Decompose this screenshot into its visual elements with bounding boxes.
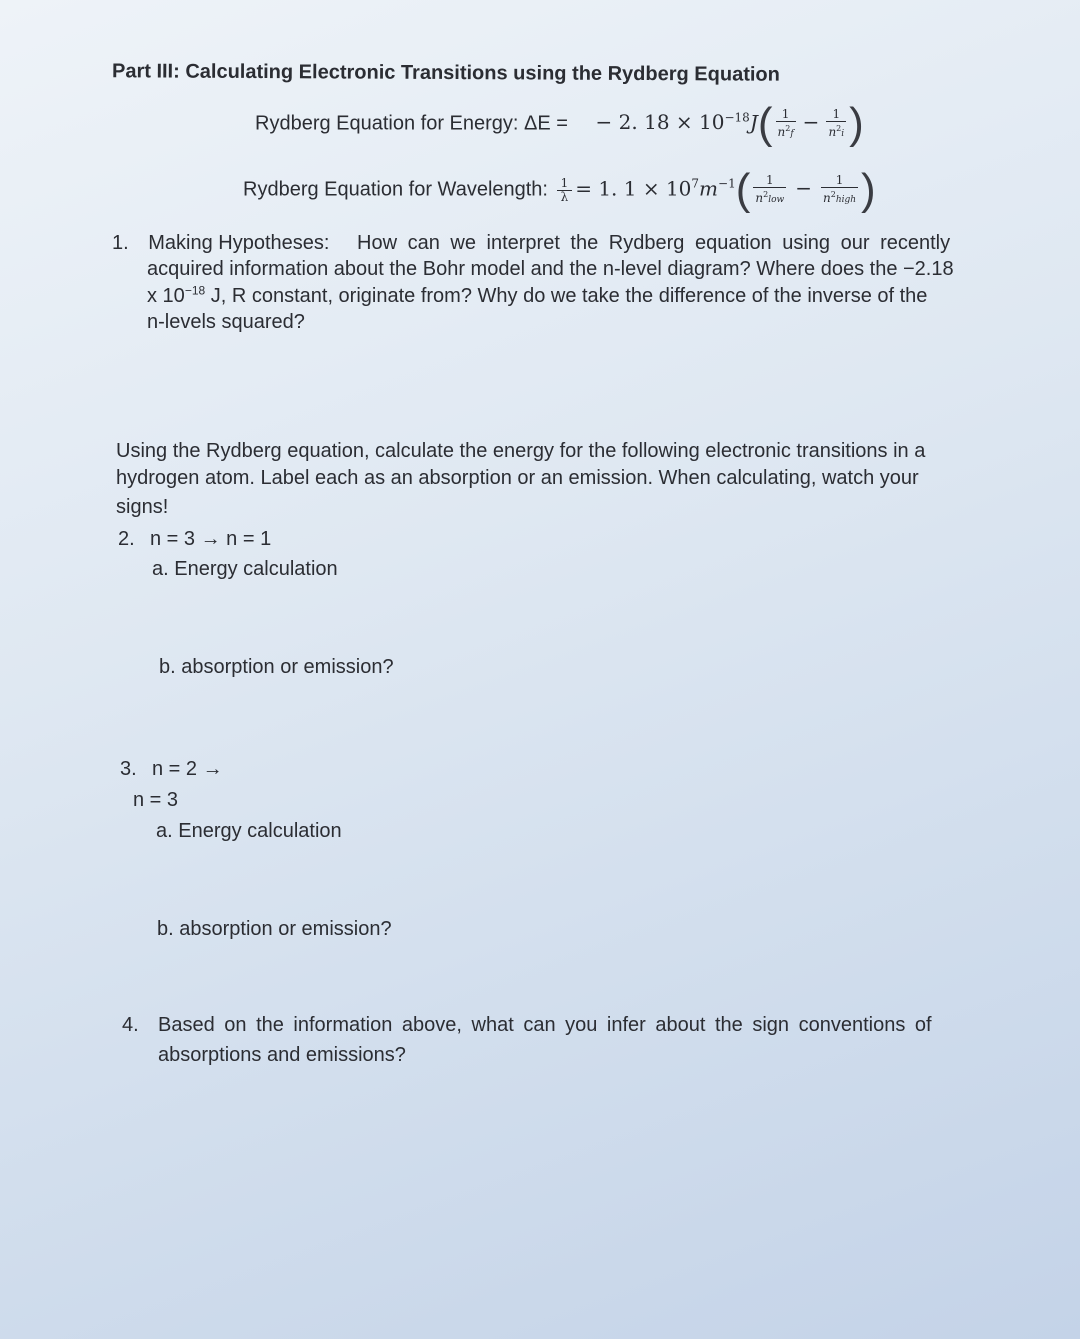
question-1-title: Making Hypotheses: [148,232,330,254]
question-2-part-a: a. Energy calculation [152,558,338,580]
instructions-line-2: hydrogen atom. Label each as an absorption or an emission. When calculating, watch your [116,467,919,489]
question-3-transition-end: n = 3 [133,789,179,811]
left-paren: ( [757,99,773,148]
wavelength-lhs-frac: $\frac{1}{\lambda}$ [557,177,573,204]
wavelength-frac-high: $\frac{1}{n^2high}$ [822,172,857,205]
energy-exponent: −18 [724,110,750,125]
question-1-number: 1. [112,232,129,254]
energy-unit: J [749,110,758,135]
wavelength-equation-label: Rydberg Equation for Wavelength: [243,178,548,201]
question-4-line-1 [122,1012,932,1039]
question-4-number: 4. [122,1014,139,1036]
wavelength-unit-exponent: −1 [718,176,736,191]
energy-frac-initial: $\frac{1}{n^2i}$ [828,106,845,139]
question-1-line-3: x $10^{-18}$ J, R constant, originate from? Why do we take the difference of the inverse of the [147,283,928,307]
wavelength-exponent: 7 [691,176,700,191]
question-3-part-a: a. Energy calculation [156,820,342,842]
left-paren: ( [735,165,751,214]
question-2-part-b: b. absorption or emission? [159,656,394,678]
wavelength-minus: − [795,176,812,201]
instructions-line-3: signs! [116,496,169,518]
part-heading: Part III: Calculating Electronic Transitions using the Rydberg Equation [111,60,780,86]
right-paren: ) [849,99,864,148]
energy-equation [255,99,864,156]
energy-equation-label: Rydberg Equation for Energy: ΔE = [255,112,568,135]
right-paren: ) [861,165,876,214]
question-3-transition-start: n = 2 → [152,758,223,780]
question-3-part-b: b. absorption or emission? [157,918,392,940]
wavelength-equation [243,165,876,226]
question-4-text-1: Based on the information above, what can you infer about the sign conventions of [158,1014,932,1036]
question-3-header [120,756,223,783]
question-1-text-1: How can we interpret the Rydberg equation using our recently [357,232,951,254]
question-1-line-1 [112,230,1012,257]
question-2-number: 2. [118,528,135,550]
question-4-line-2: absorptions and emissions? [158,1044,406,1066]
energy-constant: − 2. 18 × 10 [595,110,725,135]
wavelength-unit: m [699,176,719,201]
wavelength-constant: = 1. 1 × 10 [575,176,692,201]
energy-frac-final: $\frac{1}{n^2f}$ [777,106,794,139]
wavelength-frac-low: $\frac{1}{n^2low}$ [755,172,785,205]
energy-minus: − [802,110,820,135]
question-3-number: 3. [120,758,137,780]
instructions-line-1: Using the Rydberg equation, calculate the energy for the following electronic transitions in a [116,440,926,462]
question-1-line-4: n-levels squared? [147,311,305,333]
question-2-transition: n = 3 → n = 1 [150,528,272,550]
question-1-line-2: acquired information about the Bohr model and the n-level diagram? Where does the −2.18 [147,258,954,280]
question-2-header [118,526,271,553]
